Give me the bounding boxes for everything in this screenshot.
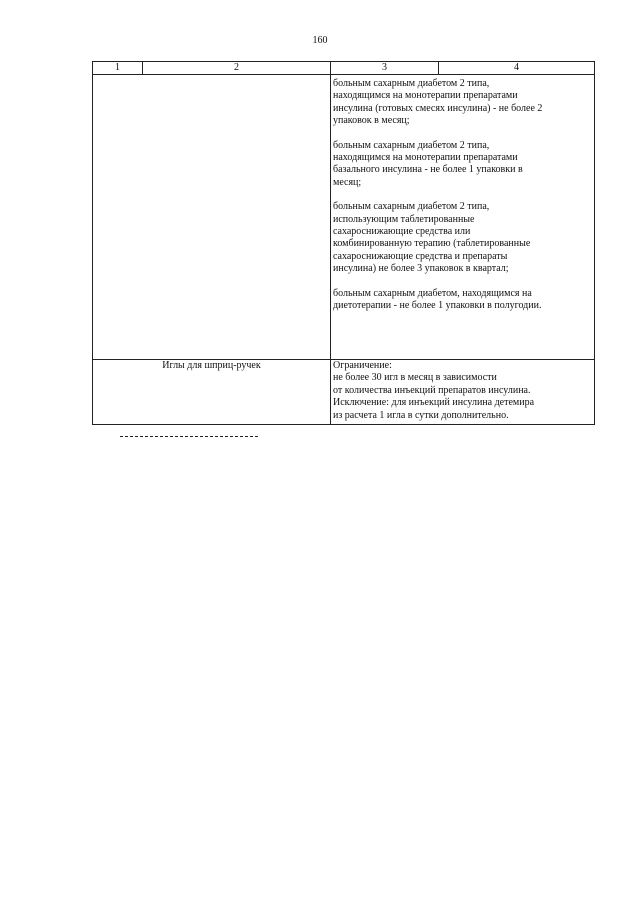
restrictions-cell xyxy=(331,75,595,360)
text-line: диетотерапии - не более 1 упаковки в полугодии. xyxy=(333,300,542,312)
restriction-paragraph xyxy=(333,201,592,275)
text-line: от количества инъекций препаратов инсулина. xyxy=(333,384,531,396)
text-line: использующим таблетированные xyxy=(333,213,475,225)
column-header-3: 3 xyxy=(331,62,439,75)
restriction-paragraph xyxy=(333,140,592,190)
product-name: Иглы для шприц-ручек xyxy=(162,360,261,371)
text-line: находящимся на монотерапии препаратами xyxy=(333,152,518,164)
text-line: упаковок в месяц; xyxy=(333,115,410,127)
text-line: Ограничение: xyxy=(333,360,392,371)
text-line: больным сахарным диабетом, находящимся на xyxy=(333,287,532,299)
restriction-paragraph xyxy=(333,288,592,313)
column-header-1: 1 xyxy=(93,62,143,75)
text-line: месяц; xyxy=(333,176,362,188)
column-header-2: 2 xyxy=(143,62,331,75)
text-line: больным сахарным диабетом 2 типа, xyxy=(333,139,490,151)
text-line: базального инсулина - не более 1 упаковки в xyxy=(333,164,523,176)
page-number: 160 xyxy=(312,35,328,46)
restrictions-cell xyxy=(331,360,595,425)
product-name-cell xyxy=(93,360,331,425)
text-line: больным сахарным диабетом 2 типа, xyxy=(333,201,490,213)
end-divider-line xyxy=(120,436,258,437)
text-line: из расчета 1 игла в сутки дополнительно. xyxy=(333,409,509,421)
empty-cell xyxy=(93,75,331,360)
text-line: инсулина (готовых смесях инсулина) - не более 2 xyxy=(333,102,543,114)
text-line: находящимся на монотерапии препаратами xyxy=(333,90,518,102)
table-row xyxy=(93,360,595,425)
table-header-row xyxy=(93,62,595,75)
column-header-4: 4 xyxy=(439,62,595,75)
text-line: не более 30 игл в месяц в зависимости xyxy=(333,372,497,384)
text-line: сахароснижающие средства и препараты xyxy=(333,250,508,262)
text-line: инсулина) не более 3 упаковок в квартал; xyxy=(333,263,509,275)
drug-restrictions-table xyxy=(92,61,595,425)
text-line: больным сахарным диабетом 2 типа, xyxy=(333,78,490,89)
restriction-paragraph xyxy=(333,78,592,128)
text-line: сахароснижающие средства или xyxy=(333,226,471,238)
table-row xyxy=(93,75,595,360)
text-line: комбинированную терапию (таблетированные xyxy=(333,238,531,250)
text-line: Исключение: для инъекций инсулина детемира xyxy=(333,397,535,409)
